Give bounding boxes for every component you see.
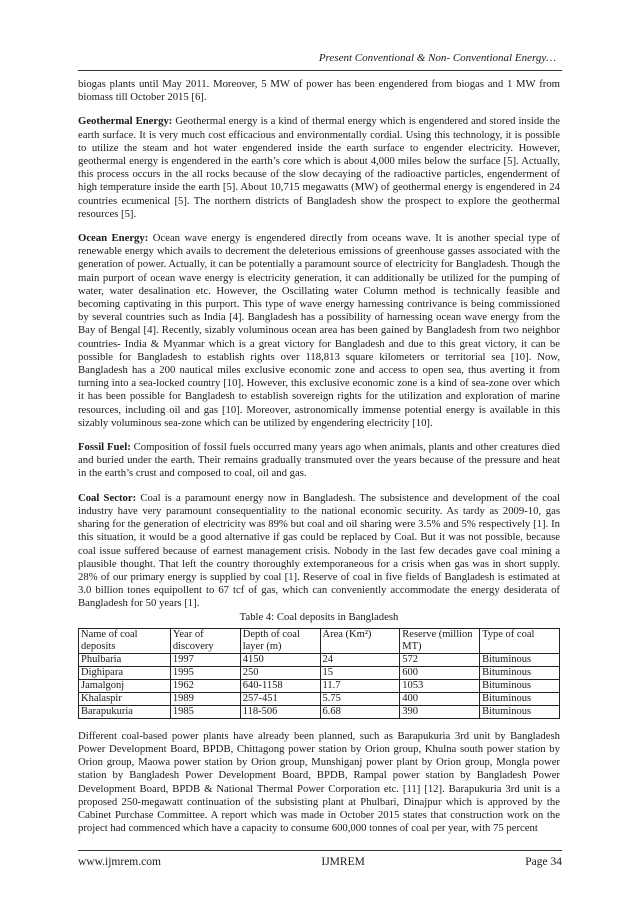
paragraph-fossil xyxy=(78,441,560,481)
paragraph-ocean xyxy=(78,232,560,430)
geothermal-heading: Geothermal Energy: xyxy=(78,115,173,128)
table-cell: Jamalgonj xyxy=(79,679,171,692)
table-cell: 4150 xyxy=(240,653,320,666)
table-cell: Bituminous xyxy=(480,705,560,718)
paragraph-geothermal xyxy=(78,115,560,221)
table-cell: 1995 xyxy=(170,666,240,679)
fossil-heading: Fossil Fuel: xyxy=(78,441,131,454)
table-cell: 1962 xyxy=(170,679,240,692)
table-cell: 250 xyxy=(240,666,320,679)
running-header: Present Conventional & Non- Conventional Energy… xyxy=(318,52,556,64)
geothermal-text: Geothermal energy is a kind of thermal energy which is engendered and stored inside the earth surface. It is very much cost efficacious and environmentally cordial. Using this technology, it is possible to utilize the steam and hot water engendered inside the earth surface to engender electricity. However, geothermal energy is engendered in the earth’s core which is about 4,000 miles below the surface [5]. Actually, this process occurs in the all rocks because of the slow decaying of the radioactive particles, engenderment of high temperature inside the earth [5]. About 10,715 megawatts (MW) of geothermal energy is engendered in 24 countries ecumenical [5]. The northern districts of Bangladesh show the prospect to explore the geothermal resources [5]. xyxy=(78,115,560,220)
paragraph-biogas: biogas plants until May 2011. Moreover, 5 MW of power has been engendered from biogas and 1 MW from biomass till October 2015 [6]. xyxy=(78,78,560,104)
footer-divider xyxy=(78,850,562,851)
coal-text: Coal is a paramount energy now in Bangladesh. The subsistence and development of the coal industry have very paramount consequentiality to the national economic security. As tardy as 2009-10, gas sharing for the generation of electricity was 89% but coal and oil sharing were 3.5% and 5% respectively [1]. In this situation, it would be a good alternative if gas could be replaced by Coal. But it was not possible, because coal issue suffered because of earnest management crisis. Nobody in the last few decades gave coal mining a plausible thought. That left the country thoroughly extemporaneous for a crisis when gas was in short supply. 28% of our primary energy is supplied by coal [1]. Reserve of coal in five fields of Bangladesh is estimated at 3.0 billion tones equipollent to 67 tcf of gas, which can conveniently accommodate the energy desiderata of Bangladesh for 50 years [1]. xyxy=(78,491,561,610)
table-cell: 1989 xyxy=(170,692,240,705)
table-cell: 600 xyxy=(400,666,480,679)
table-cell: 1997 xyxy=(170,653,240,666)
footer-page-number: Page 34 xyxy=(525,856,562,868)
table-cell: Dighipara xyxy=(79,666,171,679)
coal-heading: Coal Sector: xyxy=(78,491,137,504)
footer-url: www.ijmrem.com xyxy=(78,856,161,868)
table-header-cell: Year of discovery xyxy=(170,628,240,653)
table-cell: 118-506 xyxy=(240,705,320,718)
ocean-text: Ocean wave energy is engendered directly from oceans wave. It is another special type of renewable energy which avails to decrement the deleterious emissions of greenhouse gasses associated with the generation of power. Actually, it can be potentially a paramount source of electricity for Bangladesh. Though the main purport of ocean wave energy is electricity generation, it can additionally be utilized for the pumping of water, water desalination etc. However, the Oscillating water Column method is technically feasible and becoming captivating in this purport. This type of wave energy harnessing contrivance is being commissioned by several countries such as India [4]. Bangladesh has a possibility of harnessing ocean wave energy from the Bay of Bengal [4]. Recently, sizably voluminous ocean area has been gained by Bangladesh from two neighbor countries- India & Myanmar which is a great victory for Bangladesh and due to this great victory, it can be possible for Bangladesh to establish rights over 118,813 square kilometers or territorial sea [10]. Now, Bangladesh has a 200 nautical miles exclusive economic zone and access to open sea, thus averting it from turning into a sea-locked country [10]. However, this exclusive economic zone is a kind of sea-zone over which it has been possible for Bangladesh to establish sovereign rights for the utilization and exploration of marine resources, including oil and gas [10]. Moreover, astronomically immense potential energy is available in this sizably voluminous sea-zone which can be utilized by engendering electricity [10]. xyxy=(78,232,560,429)
fossil-text: Composition of fossil fuels occurred many years ago when animals, plants and other creatures died and buried under the earth. Their remains gradually transmuted over the years because of the pressure and heat in the earth’s crust and composed to coal, oil and gas. xyxy=(78,441,560,480)
table-header-cell: Depth of coal layer (m) xyxy=(240,628,320,653)
table-cell: Bituminous xyxy=(480,692,560,705)
table-cell: 257-451 xyxy=(240,692,320,705)
ocean-heading: Ocean Energy: xyxy=(78,232,149,245)
table-row xyxy=(79,666,560,679)
table-row xyxy=(79,653,560,666)
paragraph-coal xyxy=(78,492,560,611)
table-cell: Bituminous xyxy=(480,653,560,666)
table-cell: 1053 xyxy=(400,679,480,692)
table-cell: Khalaspir xyxy=(79,692,171,705)
table-row xyxy=(79,705,560,718)
table-cell: Bituminous xyxy=(480,666,560,679)
table-header-row xyxy=(79,628,560,653)
table-caption: Table 4: Coal deposits in Bangladesh xyxy=(239,610,399,623)
coal-deposits-table xyxy=(78,628,560,719)
page-footer xyxy=(78,856,562,868)
page-body xyxy=(78,78,560,846)
footer-journal: IJMREM xyxy=(321,856,365,868)
table-cell: 11.7 xyxy=(320,679,400,692)
table-cell: 6.68 xyxy=(320,705,400,718)
table-header-cell: Area (Km²) xyxy=(320,628,400,653)
table-cell: 572 xyxy=(400,653,480,666)
header-divider xyxy=(78,70,562,71)
table-header-cell: Reserve (million MT) xyxy=(400,628,480,653)
table-row xyxy=(79,692,560,705)
table-cell: Barapukuria xyxy=(79,705,171,718)
table-cell: Phulbaria xyxy=(79,653,171,666)
paragraph-coal-plants: Different coal-based power plants have already been planned, such as Barapukuria 3rd unit by Bangladesh Power Development Board, BPDB, Chittagong power station by Orion group, Khulna south power station by Orion group, Maowa power station by Orion group, Munshiganj power plant by Orion group, Mongla power station by Bangladesh Power Development Board, BPDB, Rampal power station by Bangladesh Power Development Board, BPDB & National Thermal Power Corporation etc. [11] [12]. Barapukuria 3rd unit is a proposed 250-megawatt continuation of the subsisting plant at Phulbari, Dinajpur which is approved by the Cabinet Purchase Committee. A report which was made in October 2015 states that construction work on the project had commenced which have a capacity to consume 600,000 tonnes of coal per year, with 75 percent xyxy=(78,729,560,835)
table-cell: 24 xyxy=(320,653,400,666)
table-cell: 5.75 xyxy=(320,692,400,705)
table-cell: 390 xyxy=(400,705,480,718)
table-row xyxy=(79,679,560,692)
table-cell: Bituminous xyxy=(480,679,560,692)
table-header-cell: Name of coal deposits xyxy=(79,628,171,653)
table-header-cell: Type of coal xyxy=(480,628,560,653)
table-cell: 400 xyxy=(400,692,480,705)
table-cell: 1985 xyxy=(170,705,240,718)
table-cell: 15 xyxy=(320,666,400,679)
table-cell: 640-1158 xyxy=(240,679,320,692)
